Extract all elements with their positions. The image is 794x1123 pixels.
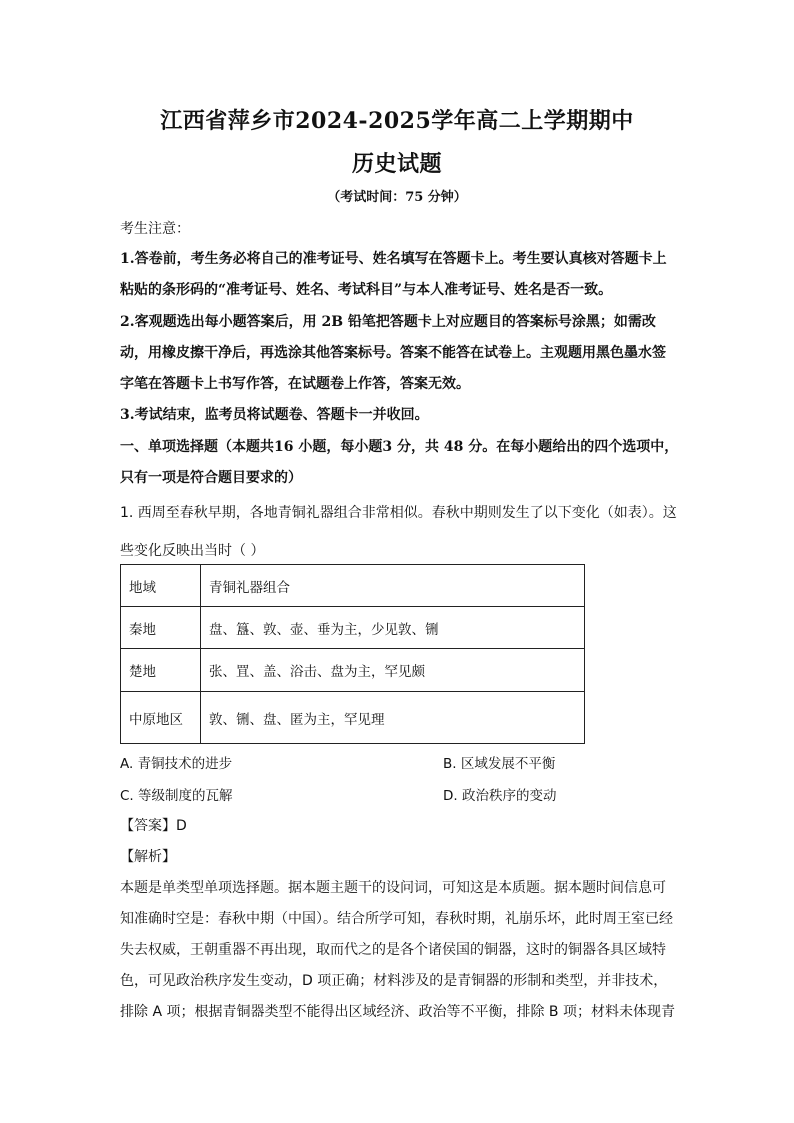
section-heading: 一、单项选择题（本题共16 小题，每小题3 分，共 48 分。在每小题给出的四个选项中， — [120, 439, 679, 455]
table-cell: 敦、铏、盘、匿为主，罕见理 — [201, 692, 585, 744]
analysis-line: 色，可见政治秩序发生变动，D 项正确；材料涉及的是青铜器的形制和类型，并非技术， — [120, 973, 668, 989]
table-cell: 中原地区 — [121, 692, 201, 744]
table-header-cell: 地域 — [121, 565, 201, 607]
question-stem-cont: 些变化反映出当时（ ） — [120, 543, 265, 559]
option-c: C. 等级制度的瓦解 — [120, 788, 233, 804]
option-b: B. 区域发展不平衡 — [443, 756, 556, 772]
table-header-row — [121, 565, 585, 607]
analysis-heading: 【解析】 — [120, 849, 176, 865]
notice-line: 1.答卷前，考生务必将自己的准考证号、姓名填写在答题卡上。考生要认真核对答题卡上 — [120, 251, 667, 267]
analysis-line: 排除 A 项；根据青铜器类型不能得出区域经济、政治等不平衡，排除 B 项；材料未体现青 — [120, 1004, 675, 1020]
table-cell: 张、罝、盖、浴击、盘为主，罕见颇 — [201, 649, 585, 692]
notice-line: 字笔在答题卡上书写作答，在试题卷上作答，答案无效。 — [120, 376, 470, 392]
exam-title: 江西省萍乡市2024-2025学年高二上学期期中 — [160, 108, 634, 134]
analysis-line: 本题是单类型单项选择题。据本题主题干的设问词，可知这是本质题。据本题时间信息可 — [120, 880, 666, 896]
notice-line: 3.考试结束，监考员将试题卷、答题卡一并收回。 — [120, 407, 429, 423]
notice-line: 动，用橡皮擦干净后，再选涂其他答案标号。答案不能答在试卷上。主观题用黑色墨水签 — [120, 345, 666, 361]
option-d: D. 政治秩序的变动 — [443, 788, 557, 804]
table-row — [121, 607, 585, 649]
notice-line: 2.客观题选出每小题答案后，用 2B 铅笔把答题卡上对应题目的答案标号涂黑；如需改 — [120, 314, 656, 330]
section-heading-cont: 只有一项是符合题目要求的） — [120, 470, 302, 486]
table-row — [121, 649, 585, 692]
analysis-line: 失去权威，王朝重器不再出现，取而代之的是各个诸侯国的铜器，这时的铜器各具区域特 — [120, 942, 666, 958]
table-cell: 盘、簋、敦、壶、垂为主，少见敦、铏 — [201, 607, 585, 649]
option-a: A. 青铜技术的进步 — [120, 756, 233, 772]
subject-title: 历史试题 — [351, 151, 442, 177]
table-row — [121, 692, 585, 744]
exam-time: （考试时间：75 分钟） — [327, 190, 467, 205]
table-header-cell: 青铜礼器组合 — [201, 565, 585, 607]
table-cell: 楚地 — [121, 649, 201, 692]
answer: 【答案】D — [120, 818, 187, 834]
notice-line: 粘贴的条形码的“准考证号、姓名、考试科目”与本人准考证号、姓名是否一致。 — [120, 282, 613, 298]
analysis-line: 知准确时空是：春秋中期（中国）。结合所学可知，春秋时期，礼崩乐坏，此时周王室已经 — [120, 911, 673, 927]
bronze-table — [120, 564, 585, 744]
table-cell: 秦地 — [121, 607, 201, 649]
notice-heading: 考生注意： — [120, 221, 190, 237]
question-stem: 1. 西周至春秋早期，各地青铜礼器组合非常相似。春秋中期则发生了以下变化（如表）。这 — [120, 505, 677, 521]
